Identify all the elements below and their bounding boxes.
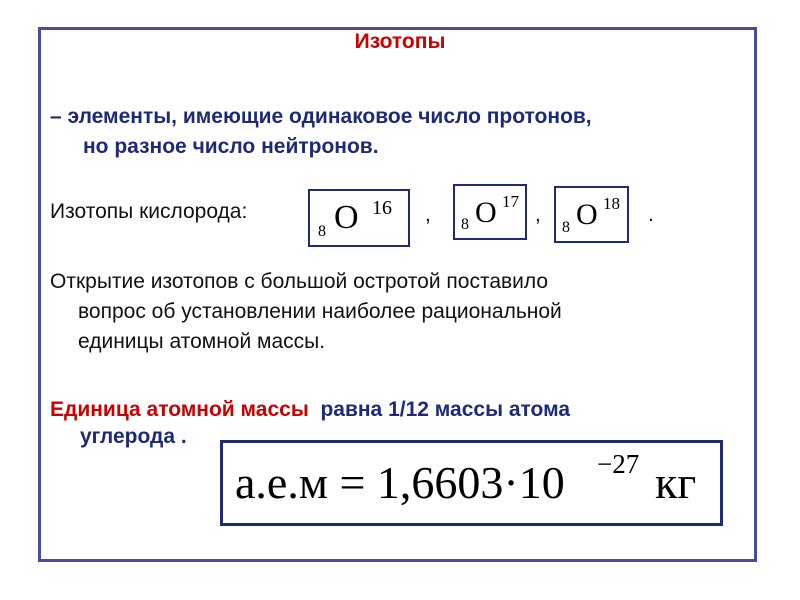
definition-line-1: – элементы, имеющие одинаковое число протонов, xyxy=(50,105,592,128)
isotope-symbol: O xyxy=(334,199,359,236)
definition-line-2: но разное число нейтронов. xyxy=(83,135,379,158)
isotope-symbol: O xyxy=(576,198,598,231)
discovery-line-1: Открытие изотопов с большой остротой поставило xyxy=(50,270,549,293)
isotope-mass-number: 18 xyxy=(603,194,620,213)
oxygen-isotopes-label: Изотопы кислорода: xyxy=(50,200,248,223)
amu-definition xyxy=(50,395,570,425)
isotope-separator: . xyxy=(648,203,654,226)
isotope-o16-box xyxy=(308,189,410,247)
formula-unit: кг xyxy=(655,457,697,508)
amu-formula-box xyxy=(220,440,723,526)
isotope-atomic-number: 8 xyxy=(318,223,326,240)
isotope-atomic-number: 8 xyxy=(562,219,570,236)
isotope-mass-number: 16 xyxy=(372,197,392,219)
discovery-paragraph xyxy=(50,267,750,357)
isotope-atomic-number: 8 xyxy=(461,216,469,233)
formula-main: а.е.м = 1,6603·10 xyxy=(235,457,565,508)
isotope-symbol: O xyxy=(475,196,497,229)
isotope-separator: , xyxy=(535,203,541,226)
slide-title: Изотопы xyxy=(354,30,446,53)
discovery-line-2: вопрос об установлении наиболее рациональной xyxy=(78,300,562,323)
formula-exponent: −27 xyxy=(597,449,640,479)
amu-value-text: равна 1/12 массы атома xyxy=(320,398,571,421)
isotope-separator: , xyxy=(425,203,431,226)
isotope-mass-number: 17 xyxy=(502,192,519,211)
discovery-line-3: единицы атомной массы. xyxy=(78,330,326,353)
isotope-definition xyxy=(50,102,770,162)
amu-term: Единица атомной массы xyxy=(50,398,309,421)
amu-definition-line-2: углерода . xyxy=(80,425,187,448)
isotope-o17-box xyxy=(453,184,527,240)
isotope-o18-box xyxy=(554,186,629,243)
